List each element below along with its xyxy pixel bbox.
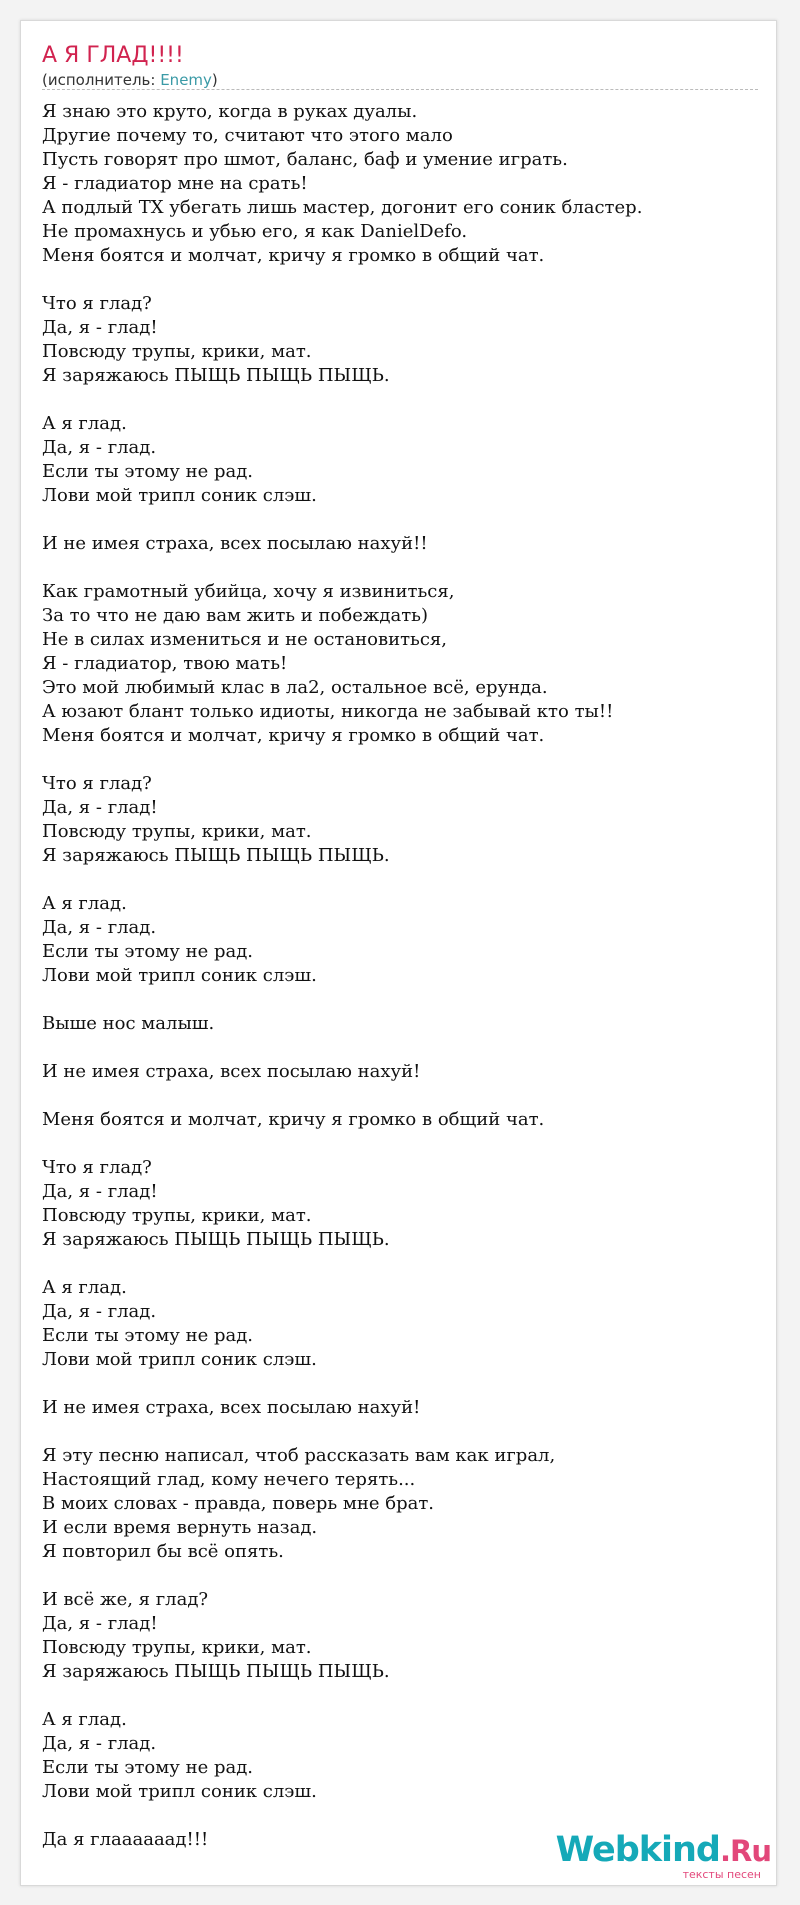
lyrics-line: Лови мой трипл соник слэш. <box>42 965 317 986</box>
lyrics-line: А подлый ТХ убегать лишь мастер, догонит его соник бластер. <box>42 197 643 218</box>
lyrics-line: Я - гладиатор, твою мать! <box>42 653 288 674</box>
lyrics-line: Я повторил бы всё опять. <box>42 1541 284 1562</box>
song-title: А Я ГЛАД!!!! <box>42 43 184 68</box>
site-logo[interactable] <box>556 1832 771 1881</box>
lyrics-line: Я эту песню написал, чтоб рассказать вам как играл, <box>42 1445 556 1466</box>
lyrics-stanza <box>42 892 762 988</box>
lyrics-stanza <box>42 1708 762 1804</box>
lyrics-line: Да, я - глад! <box>42 317 158 338</box>
lyrics-line: Повсюду трупы, крики, мат. <box>42 1637 312 1658</box>
lyrics-line: Я заряжаюсь ПЫЩЬ ПЫЩЬ ПЫЩЬ. <box>42 1661 390 1682</box>
lyrics-line: А я глад. <box>42 893 127 914</box>
lyrics-text <box>42 100 762 1876</box>
lyrics-stanza <box>42 1396 762 1420</box>
lyrics-line: За то что не даю вам жить и побеждать) <box>42 605 428 626</box>
lyrics-line: Меня боятся и молчат, кричу я громко в общий чат. <box>42 245 545 266</box>
lyrics-stanza <box>42 532 762 556</box>
lyrics-line: Выше нос малыш. <box>42 1013 215 1034</box>
lyrics-line: И всё же, я глад? <box>42 1589 209 1610</box>
logo-word: Webkind <box>555 1830 720 1870</box>
lyrics-card <box>20 20 777 1886</box>
lyrics-line: Да, я - глад. <box>42 1301 157 1322</box>
lyrics-line: Я знаю это круто, когда в руках дуалы. <box>42 101 418 122</box>
lyrics-stanza <box>42 292 762 388</box>
lyrics-line: Настоящий глад, кому нечего терять... <box>42 1469 416 1490</box>
lyrics-line: Меня боятся и молчат, кричу я громко в общий чат. <box>42 1109 545 1130</box>
lyrics-line: Я заряжаюсь ПЫЩЬ ПЫЩЬ ПЫЩЬ. <box>42 845 390 866</box>
lyrics-line: Не в силах измениться и не остановиться, <box>42 629 447 650</box>
lyrics-stanza <box>42 1276 762 1372</box>
lyrics-line: Повсюду трупы, крики, мат. <box>42 1205 312 1226</box>
lyrics-line: Да, я - глад! <box>42 1613 158 1634</box>
artist-link[interactable]: Enemy <box>160 71 212 89</box>
lyrics-stanza <box>42 100 762 268</box>
lyrics-stanza <box>42 772 762 868</box>
lyrics-line: Если ты этому не рад. <box>42 941 253 962</box>
lyrics-line: Если ты этому не рад. <box>42 1325 253 1346</box>
lyrics-line: Да, я - глад. <box>42 437 157 458</box>
lyrics-line: Лови мой трипл соник слэш. <box>42 1349 317 1370</box>
lyrics-line: И не имея страха, всех посылаю нахуй! <box>42 1397 421 1418</box>
lyrics-line: Лови мой трипл соник слэш. <box>42 1781 317 1802</box>
lyrics-line: Если ты этому не рад. <box>42 1757 253 1778</box>
lyrics-line: Другие почему то, считают что этого мало <box>42 125 453 146</box>
lyrics-stanza <box>42 1108 762 1132</box>
lyrics-stanza <box>42 1156 762 1252</box>
lyrics-line: Я заряжаюсь ПЫЩЬ ПЫЩЬ ПЫЩЬ. <box>42 365 390 386</box>
lyrics-line: И не имея страха, всех посылаю нахуй! <box>42 1061 421 1082</box>
artist-suffix: ) <box>211 71 218 89</box>
lyrics-line: Да я глаааааад!!! <box>42 1829 209 1850</box>
lyrics-line: Да, я - глад! <box>42 797 158 818</box>
lyrics-stanza <box>42 1588 762 1684</box>
lyrics-line: Если ты этому не рад. <box>42 461 253 482</box>
lyrics-stanza <box>42 1012 762 1036</box>
lyrics-line: Да, я - глад. <box>42 917 157 938</box>
lyrics-line: А юзают блант только идиоты, никогда не забывай кто ты!! <box>42 701 614 722</box>
artist-prefix: (исполнитель: <box>42 71 161 89</box>
lyrics-stanza <box>42 1444 762 1564</box>
lyrics-line: Я - гладиатор мне на срать! <box>42 173 308 194</box>
artist-line <box>42 71 218 89</box>
lyrics-line: Меня боятся и молчат, кричу я громко в общий чат. <box>42 725 545 746</box>
logo-tld: .Ru <box>720 1834 771 1868</box>
lyrics-line: Что я глад? <box>42 1157 152 1178</box>
lyrics-line: Лови мой трипл соник слэш. <box>42 485 317 506</box>
lyrics-line: Что я глад? <box>42 293 152 314</box>
lyrics-line: Повсюду трупы, крики, мат. <box>42 341 312 362</box>
lyrics-line: Не промахнусь и убью его, я как DanielDefo. <box>42 221 468 242</box>
lyrics-line: Да, я - глад! <box>42 1181 158 1202</box>
logo-tagline: тексты песен <box>682 1868 761 1881</box>
lyrics-line: Что я глад? <box>42 773 152 794</box>
lyrics-stanza <box>42 580 762 748</box>
lyrics-line: И если время вернуть назад. <box>42 1517 318 1538</box>
lyrics-line: Да, я - глад. <box>42 1733 157 1754</box>
lyrics-line: А я глад. <box>42 413 127 434</box>
lyrics-line: А я глад. <box>42 1709 127 1730</box>
lyrics-line: Пусть говорят про шмот, баланс, баф и умение играть. <box>42 149 568 170</box>
lyrics-line: А я глад. <box>42 1277 127 1298</box>
lyrics-line: Это мой любимый клас в ла2, остальное всё, ерунда. <box>42 677 548 698</box>
lyrics-stanza <box>42 412 762 508</box>
lyrics-line: И не имея страха, всех посылаю нахуй!! <box>42 533 428 554</box>
lyrics-line: Я заряжаюсь ПЫЩЬ ПЫЩЬ ПЫЩЬ. <box>42 1229 390 1250</box>
lyrics-line: Как грамотный убийца, хочу я извиниться, <box>42 581 455 602</box>
lyrics-line: В моих словах - правда, поверь мне брат. <box>42 1493 435 1514</box>
header-divider <box>42 89 758 90</box>
lyrics-line: Повсюду трупы, крики, мат. <box>42 821 312 842</box>
lyrics-stanza <box>42 1060 762 1084</box>
